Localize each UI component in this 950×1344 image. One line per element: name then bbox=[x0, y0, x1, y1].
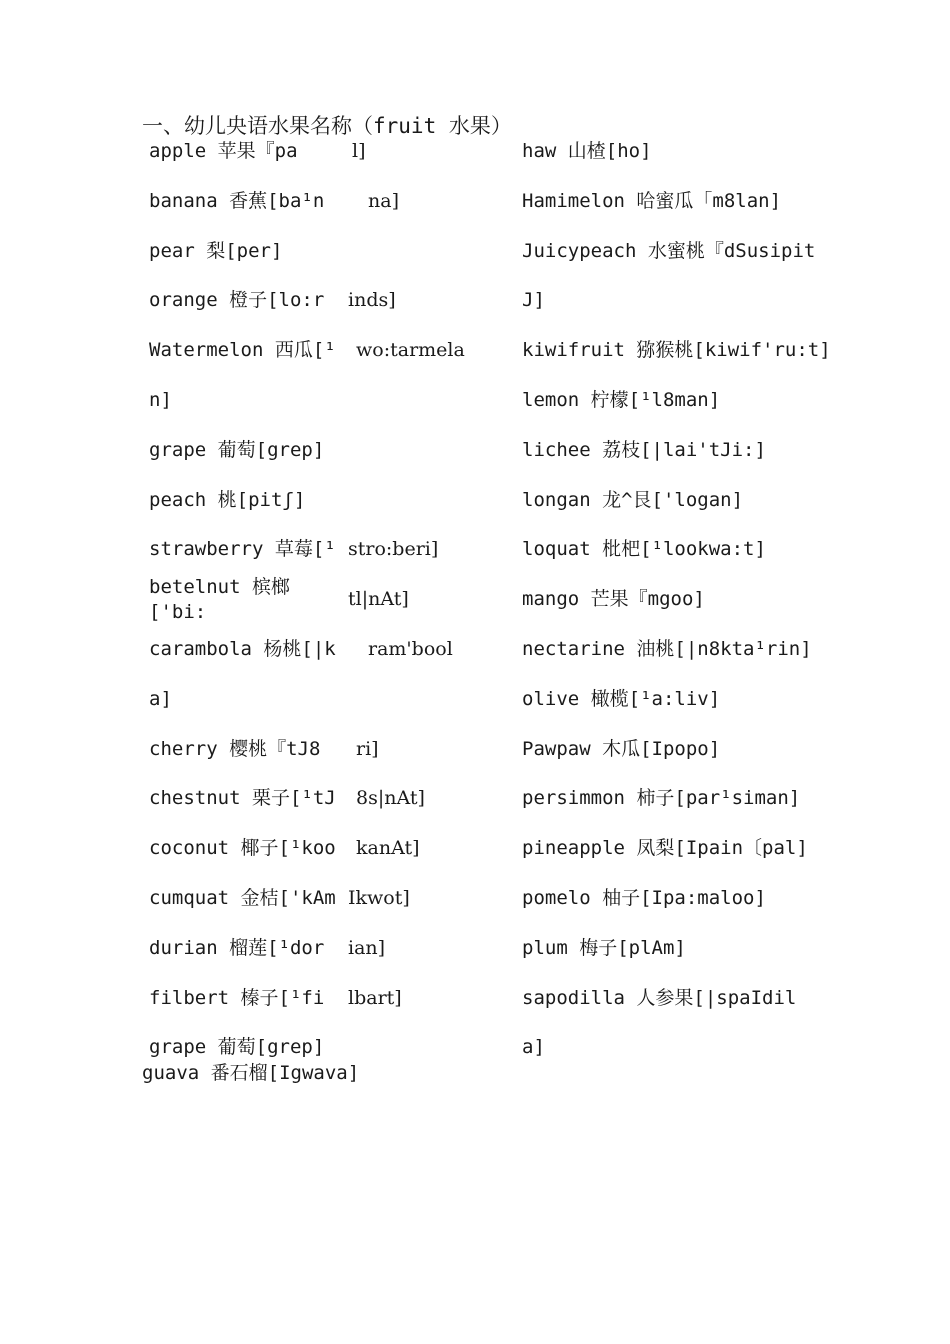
fruit-phonetic-left: l] bbox=[352, 140, 366, 162]
fruit-entry-left: apple 苹果『pa bbox=[149, 140, 298, 162]
fruit-entry-left: grape 葡萄[grep] bbox=[149, 438, 325, 461]
fruit-entry-right: loquat 枇杷[¹lookwa:t] bbox=[522, 538, 766, 561]
fruit-phonetic-left: lbart] bbox=[348, 986, 402, 1009]
fruit-entry-left: strawberry 草莓[¹ bbox=[149, 538, 336, 561]
fruit-phonetic-left: stro:beri] bbox=[348, 538, 439, 561]
fruit-phonetic-left: kanAt] bbox=[356, 837, 420, 860]
fruit-phonetic-left: ram'bool bbox=[368, 638, 453, 660]
fruit-entry-left: pear 梨[per] bbox=[149, 239, 283, 262]
fruit-phonetic-left: Ikwot] bbox=[348, 887, 410, 909]
guava-entry: guava 番石榴[Igwava] bbox=[142, 1062, 360, 1084]
fruit-phonetic-left: wo:tarmela bbox=[356, 339, 465, 362]
fruit-entry-right: lemon 柠檬[¹l8man] bbox=[522, 389, 721, 411]
fruit-entry-left: carambola 杨桃[|k bbox=[149, 638, 336, 660]
fruit-phonetic-left: tl|nAt] bbox=[348, 588, 409, 611]
fruit-entry-right: lichee 荔枝[|lai'tJi:] bbox=[522, 438, 766, 461]
fruit-entry-right: Juicypeach 水蜜桃『dSusipit bbox=[522, 239, 816, 262]
fruit-entry-left: cherry 樱桃『tJ8 bbox=[149, 737, 321, 760]
fruit-entry-left: banana 香蕉[ba¹n bbox=[149, 189, 325, 212]
fruit-entry-left: peach 桃[pitʃ] bbox=[149, 488, 306, 511]
fruit-phonetic-left: ri] bbox=[356, 737, 379, 760]
fruit-entry-right: Pawpaw 木瓜[Ipopo] bbox=[522, 737, 721, 760]
fruit-entry-right: olive 橄榄[¹a:liv] bbox=[522, 687, 721, 710]
fruit-entry-right: a] bbox=[522, 1036, 545, 1059]
fruit-entry-right: persimmon 柿子[par¹siman] bbox=[522, 787, 801, 810]
fruit-entry-right: mango 芒果『mgoo] bbox=[522, 588, 705, 611]
fruit-entry-right: pomelo 柚子[Ipa:maloo] bbox=[522, 887, 766, 909]
fruit-entry-right: haw 山楂[ho] bbox=[522, 140, 652, 162]
fruit-entry-right: J] bbox=[522, 289, 545, 312]
fruit-entry-left: Watermelon 西瓜[¹ bbox=[149, 339, 336, 362]
fruit-entry-left: n] bbox=[149, 389, 172, 411]
fruit-phonetic-left: inds] bbox=[348, 289, 396, 312]
fruit-entry-right: kiwifruit 猕猴桃[kiwif'ru:t] bbox=[522, 339, 831, 362]
fruit-phonetic-left: na] bbox=[368, 189, 399, 212]
fruit-entry-left: orange 橙子[lo:r bbox=[149, 289, 325, 312]
fruit-entry-right: sapodilla 人参果[|spaIdil bbox=[522, 986, 797, 1009]
fruit-entry-left: cumquat 金桔['kAm bbox=[149, 887, 336, 909]
fruit-entry-left: filbert 榛子[¹fi bbox=[149, 986, 325, 1009]
fruit-entry-right: nectarine 油桃[|n8kta¹rin] bbox=[522, 638, 812, 660]
fruit-entry-left: chestnut 栗子[¹tJ bbox=[149, 787, 336, 810]
fruit-entry-right: pineapple 凤梨[Ipain〔pal] bbox=[522, 837, 808, 860]
fruit-entry-right: plum 梅子[plAm] bbox=[522, 936, 686, 959]
fruit-entry-right: longan 龙^艮['logan] bbox=[522, 488, 744, 511]
fruit-entry-left: grape 葡萄[grep] bbox=[149, 1036, 325, 1059]
fruit-entry-left: coconut 椰子[¹koo bbox=[149, 837, 336, 860]
fruit-entry-left: a] bbox=[149, 687, 172, 710]
fruit-entry-left: durian 榴莲[¹dor bbox=[149, 936, 325, 959]
fruit-entry-left: betelnut 槟榔 bbox=[149, 576, 290, 599]
betelnut-phonetic-start: ['bi: bbox=[149, 601, 207, 624]
fruit-entry-right: Hamimelon 哈蜜瓜「m8lan] bbox=[522, 189, 782, 212]
page-title: 一、幼儿央语水果名称（fruit 水果） bbox=[142, 114, 512, 138]
fruit-phonetic-left: ian] bbox=[348, 936, 386, 959]
fruit-phonetic-left: 8s|nAt] bbox=[356, 787, 425, 810]
